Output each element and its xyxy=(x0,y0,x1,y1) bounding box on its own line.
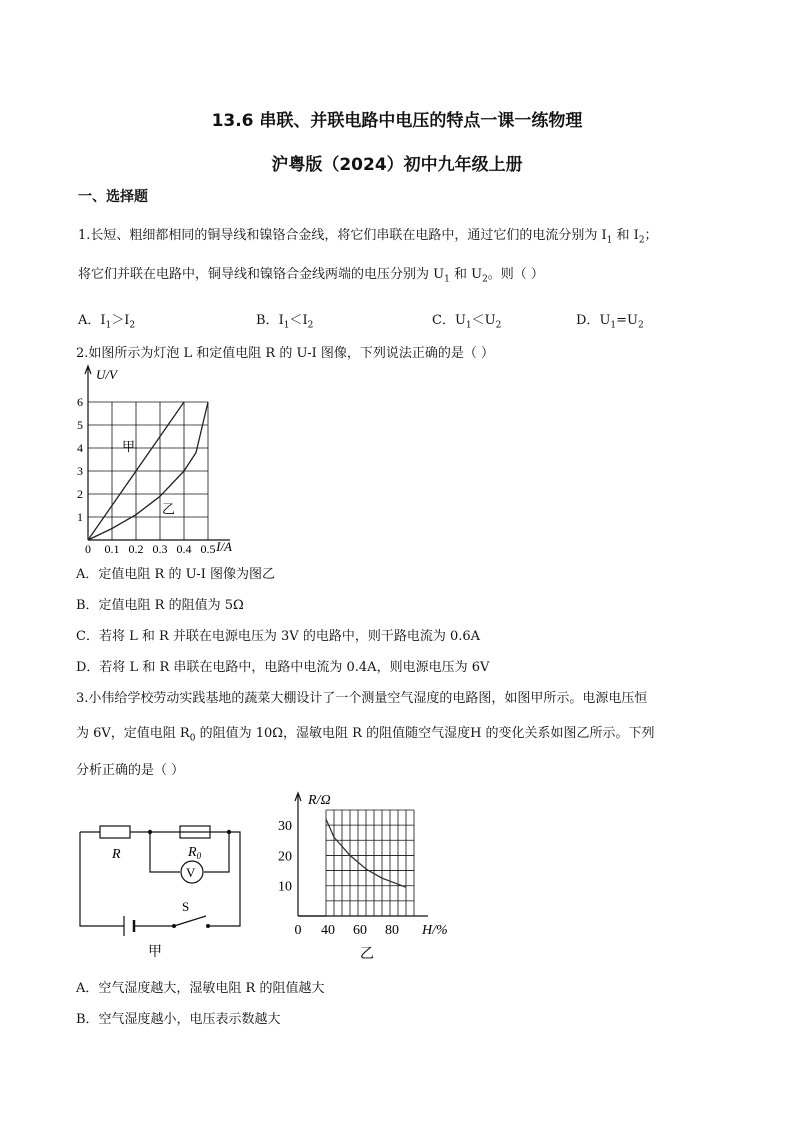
y-tick-label: 1 xyxy=(77,510,83,524)
q2-option-d[interactable]: D．若将 L 和 R 串联在电路中，电路中电流为 0.4A，则电源电压为 6V xyxy=(76,660,490,675)
x-tick-label: 0 xyxy=(294,923,302,938)
q1-option-a[interactable]: A．$I_1>I_2$ xyxy=(78,313,136,331)
y-tick-label: 5 xyxy=(77,418,83,432)
switch-contact xyxy=(206,924,210,928)
y-tick-label: 10 xyxy=(278,879,292,895)
page-title-line2: 沪粤版（2024）初中九年级上册 xyxy=(271,155,523,175)
x-axis-label: H/% xyxy=(422,923,448,938)
x-tick-label: 0.4 xyxy=(176,542,192,556)
section-heading: 一、选择题 xyxy=(78,189,148,205)
y-tick-label: 3 xyxy=(77,464,83,478)
resistor-r xyxy=(100,826,130,838)
q1-stem-line1: 1.长短、粗细都相同的铜导线和镍铬合金线，将它们串联在电路中，通过它们的电流分别为 $I_1$ 和 $I_2$； xyxy=(78,228,658,246)
y-tick-label: 20 xyxy=(278,849,292,865)
q1-option-d[interactable]: D．$U_1=U_2$ xyxy=(576,313,644,331)
x-tick-label: 0.3 xyxy=(152,542,168,556)
label-r: R xyxy=(112,847,121,862)
y-axis-label: U/V xyxy=(96,367,117,382)
label-v: V xyxy=(186,865,196,880)
circuit-caption: 甲 xyxy=(148,945,162,960)
circuit-diagram xyxy=(74,790,254,965)
q1-stem-line2: 将它们并联在电路中，铜导线和镍铬合金线两端的电压分别为 $U_1$ 和 $U_2$。则（ ） xyxy=(78,267,544,285)
q2-stem: 2.如图所示为灯泡 L 和定值电阻 R 的 U-I 图像，下列说法正确的是（ ） xyxy=(76,346,495,361)
q2-option-b[interactable]: B．定值电阻 R 的阻值为 5Ω xyxy=(76,598,244,613)
x-tick-label: 40 xyxy=(321,923,335,938)
junction-right xyxy=(227,830,231,834)
x-tick-label: 60 xyxy=(353,923,367,938)
x-tick-label: 80 xyxy=(385,923,399,938)
switch-pivot xyxy=(172,924,176,928)
x-tick-label: 0 xyxy=(85,542,91,556)
label-s: S xyxy=(182,899,190,914)
q1-option-b[interactable]: B．$I_1<I_2$ xyxy=(256,313,314,331)
x-tick-label: 0.1 xyxy=(104,542,120,556)
q3-option-b[interactable]: B．空气湿度越小，电压表示数越大 xyxy=(76,1012,281,1027)
junction-left xyxy=(148,830,152,834)
q2-option-a[interactable]: A．定值电阻 R 的 U-I 图像为图乙 xyxy=(76,567,275,582)
x-tick-label: 0.5 xyxy=(200,542,216,556)
y-tick-label: 6 xyxy=(77,395,83,409)
chart-caption: 乙 xyxy=(360,947,374,962)
y-axis-label: R/Ω xyxy=(308,793,331,808)
x-axis-label: I/A xyxy=(216,539,232,554)
series-jia-label: 甲 xyxy=(122,439,136,454)
y-tick-label: 2 xyxy=(77,487,83,501)
y-tick-label: 4 xyxy=(77,441,83,455)
resistance-humidity-chart xyxy=(270,786,470,966)
q1-option-c[interactable]: C．$U_1<U_2$ xyxy=(432,313,502,331)
q3-stem-line2: 为 6V，定值电阻 $R_0$ 的阻值为 10Ω，湿敏电阻 R 的阻值随空气湿度H 的变化关系如图乙所示。下列 xyxy=(76,726,655,744)
x-tick-label: 0.2 xyxy=(128,542,144,556)
label-r0: $R_0$ xyxy=(188,845,202,861)
page-title-line1: 13.6 串联、并联电路中电压的特点一课一练物理 xyxy=(211,111,583,131)
voltmeter-wire-left xyxy=(150,832,180,872)
wire-right xyxy=(208,832,240,926)
q2-option-c[interactable]: C．若将 L 和 R 并联在电源电压为 3V 的电路中，则干路电流为 0.6A xyxy=(76,629,481,644)
q3-stem-line1: 3.小伟给学校劳动实践基地的蔬菜大棚设计了一个测量空气湿度的电路图，如图甲所示。电源电压恒 xyxy=(76,691,648,706)
q3-option-a[interactable]: A．空气湿度越大，湿敏电阻 R 的阻值越大 xyxy=(76,981,325,996)
q3-stem-line3: 分析正确的是（ ） xyxy=(76,763,185,778)
ui-chart xyxy=(74,360,234,560)
switch-lever xyxy=(174,916,206,926)
series-yi-label: 乙 xyxy=(162,501,176,517)
y-tick-label: 30 xyxy=(278,819,292,835)
